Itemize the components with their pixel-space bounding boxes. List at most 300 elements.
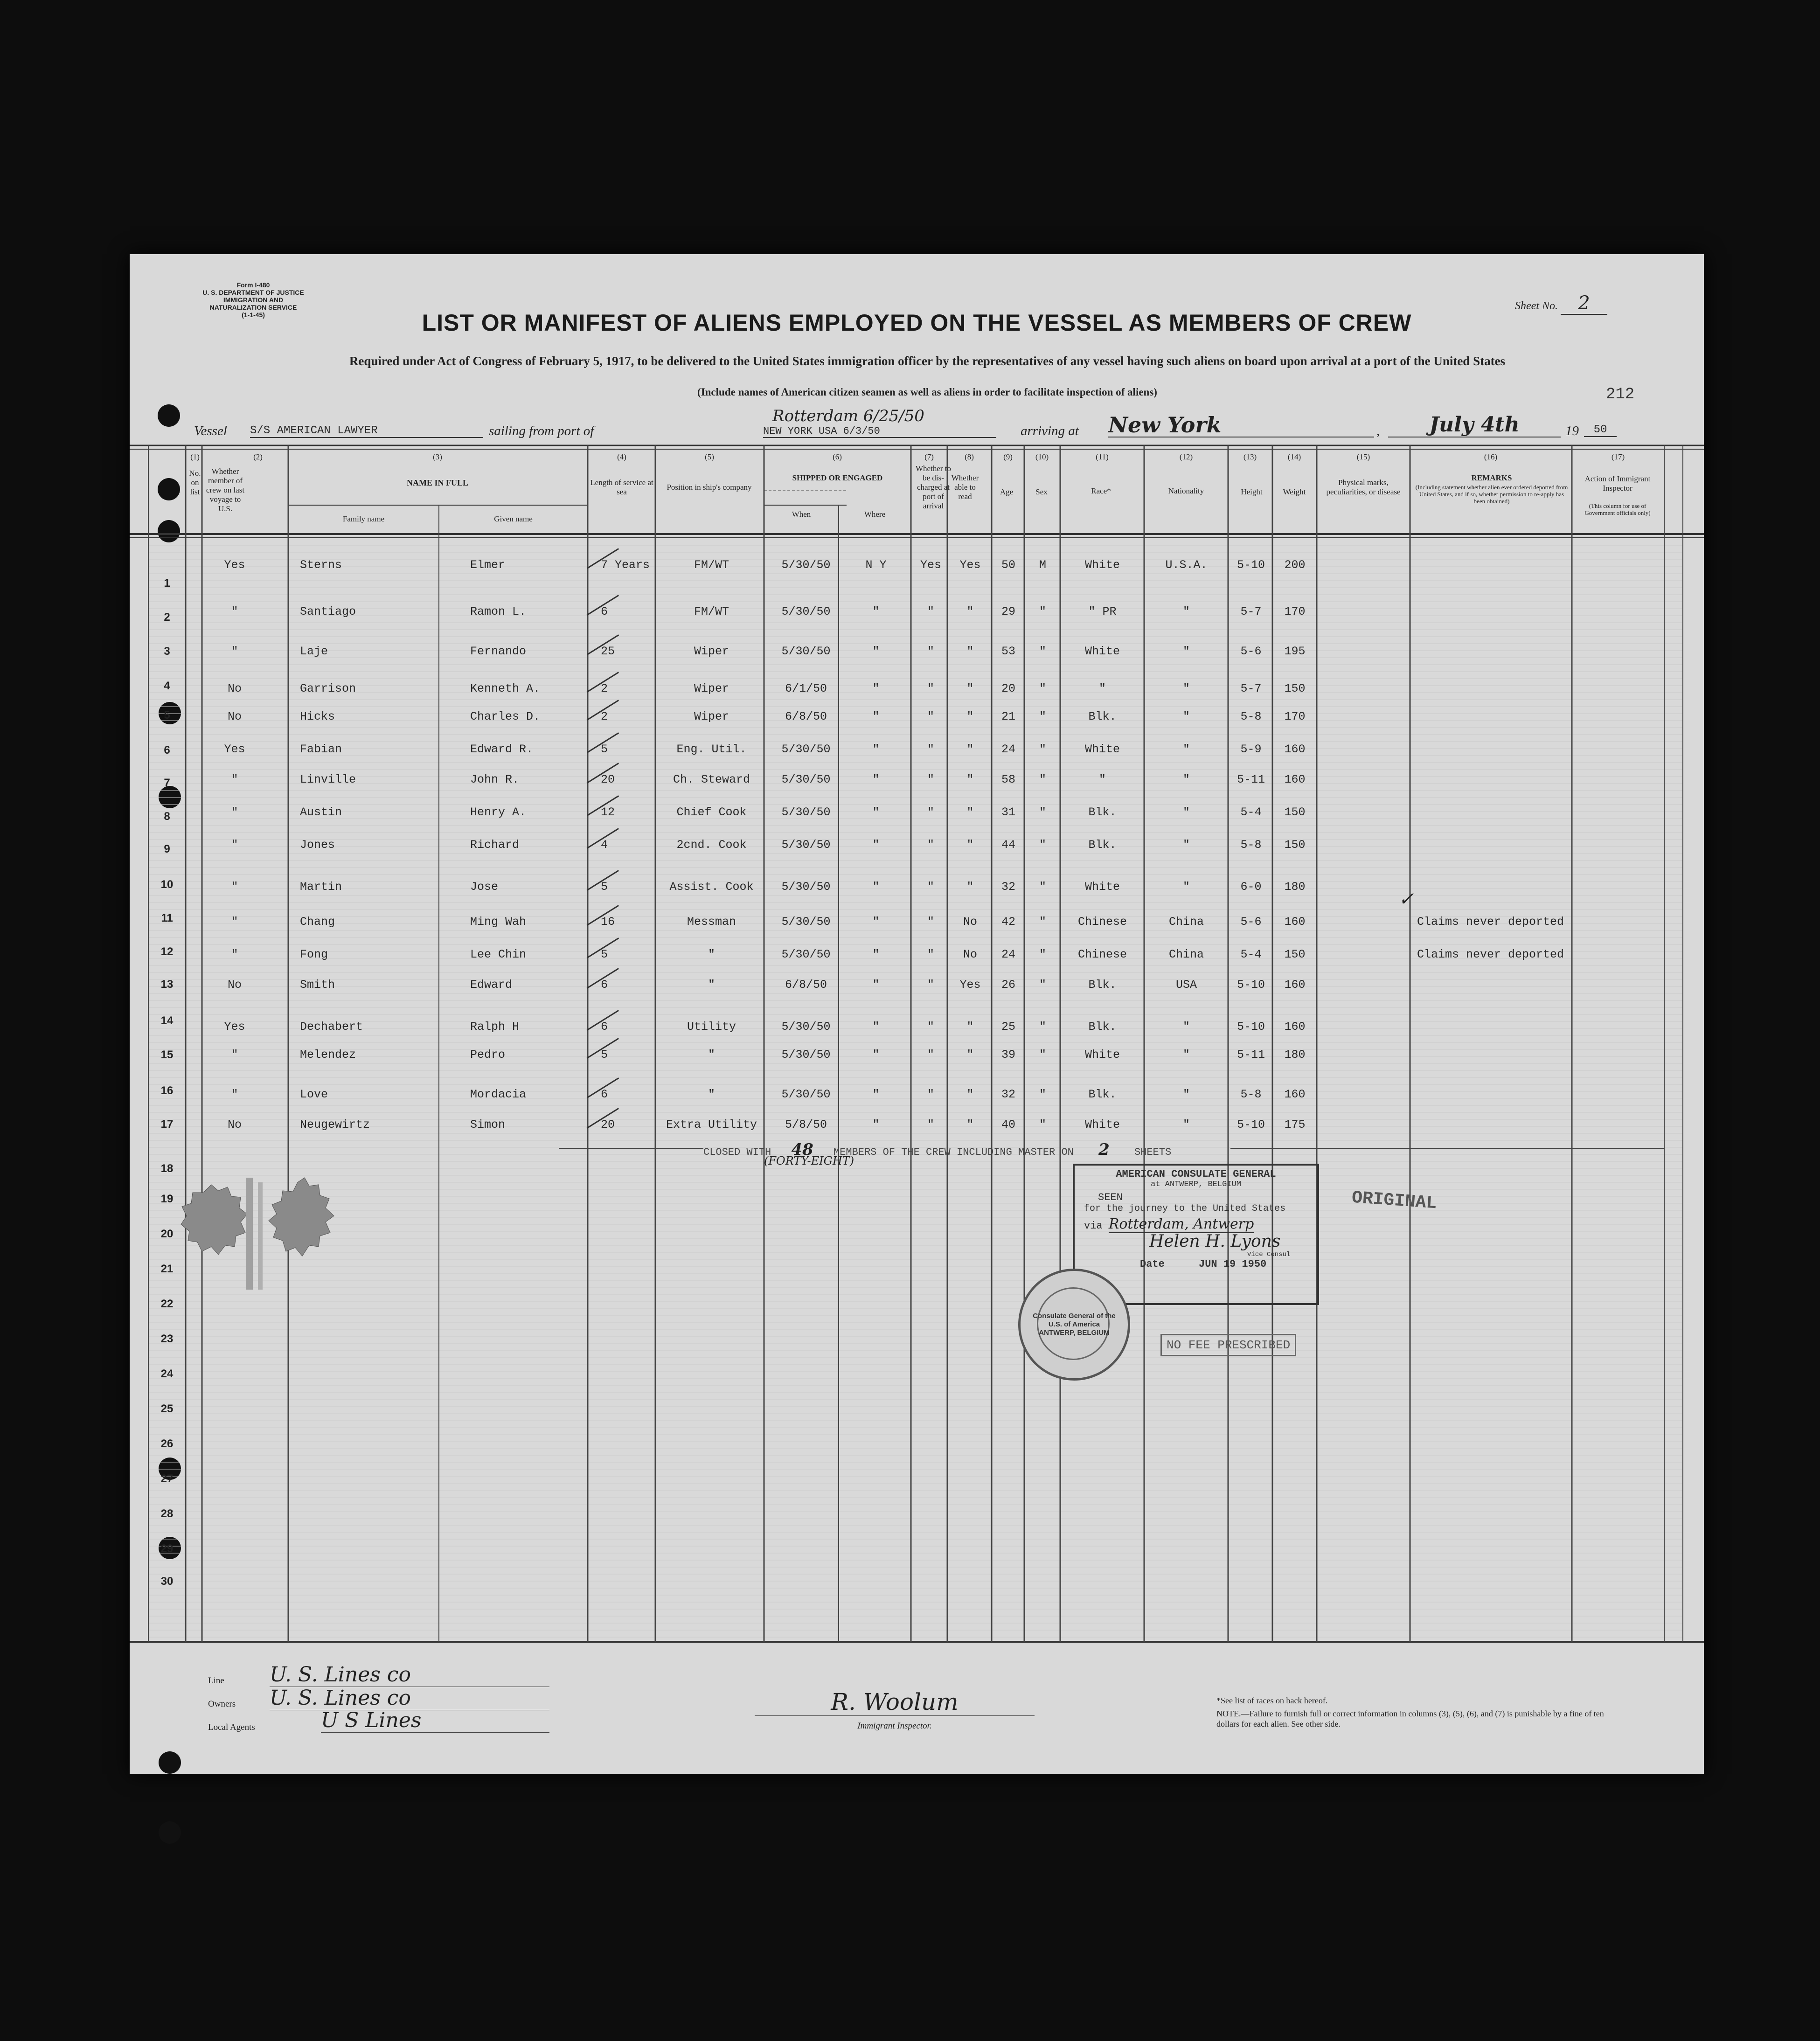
crew-given-name: Ming Wah: [470, 915, 527, 929]
crew-able-to-read: No: [963, 948, 977, 961]
crew-age: 26: [1001, 978, 1015, 992]
column-number: (16): [1484, 452, 1498, 461]
crew-sex: ": [1039, 645, 1046, 658]
crew-shipped-when: 6/8/50: [785, 710, 827, 723]
crew-height: 5-8: [1240, 838, 1262, 852]
crew-sex: ": [1039, 838, 1046, 852]
footer-owners-value: U. S. Lines co: [270, 1686, 549, 1710]
crew-last-voyage: ": [231, 880, 238, 894]
seal-text: Consulate General of the U.S. of America ANTWERP, BELGIUM: [1033, 1312, 1116, 1337]
crew-shipped-when: 5/30/50: [781, 558, 831, 572]
crew-last-voyage: ": [231, 605, 238, 618]
crew-race: White: [1084, 1048, 1120, 1062]
column-number: (8): [965, 452, 974, 461]
crew-height: 5-7: [1240, 682, 1262, 695]
crew-able-to-read: ": [966, 645, 974, 658]
crew-position: ": [708, 1088, 715, 1101]
crew-given-name: Henry A.: [470, 805, 527, 819]
crew-remarks: Claims never deported: [1417, 915, 1564, 929]
crew-age: 24: [1001, 948, 1015, 961]
crew-family-name: Fong: [300, 948, 328, 961]
stamped-page-number: 212: [1606, 386, 1635, 403]
crew-age: 29: [1001, 605, 1015, 618]
crew-height: 5-10: [1236, 558, 1265, 572]
footer-line-value: U. S. Lines co: [270, 1663, 549, 1687]
header-age: Age: [1000, 487, 1014, 496]
crew-position: Extra Utility: [666, 1118, 757, 1132]
crew-discharged: ": [927, 605, 934, 618]
crew-race: White: [1084, 645, 1120, 658]
row-number: 10: [160, 878, 174, 891]
crew-sex: ": [1039, 805, 1046, 819]
crew-able-to-read: ": [966, 805, 974, 819]
crew-given-name: Richard: [470, 838, 520, 852]
crew-last-voyage: ": [231, 1048, 238, 1062]
crew-remarks: Claims never deported: [1417, 948, 1564, 961]
crew-shipped-where: ": [872, 605, 880, 618]
crew-able-to-read: Yes: [959, 978, 981, 992]
row-number: 21: [160, 1263, 174, 1275]
consulate-round-seal: [1018, 1269, 1130, 1381]
crew-able-to-read: ": [966, 710, 974, 723]
row-number: 28: [160, 1507, 174, 1520]
crew-weight: 160: [1284, 915, 1306, 929]
crew-able-to-read: ": [966, 682, 974, 695]
column-number: (7): [924, 452, 934, 461]
crew-weight: 150: [1284, 948, 1306, 961]
row-number: 6: [164, 744, 170, 757]
crew-family-name: Dechabert: [300, 1020, 363, 1034]
crew-given-name: Jose: [470, 880, 499, 894]
crew-race: ": [1098, 773, 1106, 786]
crew-shipped-where: ": [872, 682, 880, 695]
crew-nationality: ": [1182, 682, 1190, 695]
consulate-stamp-date: JUN 19 1950: [1199, 1258, 1267, 1270]
crew-position: 2cnd. Cook: [676, 838, 747, 852]
column-number: (11): [1096, 452, 1109, 461]
crew-weight: 160: [1284, 743, 1306, 756]
crew-age: 44: [1001, 838, 1015, 852]
crew-weight: 150: [1284, 838, 1306, 852]
crew-last-voyage: ": [231, 773, 238, 786]
crew-shipped-when: 5/30/50: [781, 773, 831, 786]
form-subnote: (Include names of American citizen seamen as well as aliens in order to facilitate inspection of aliens): [697, 386, 1157, 398]
column-number: (10): [1035, 452, 1049, 461]
row-number: 9: [164, 843, 170, 855]
sheet-number: Sheet No. 2: [1515, 292, 1607, 315]
header-when: When: [792, 510, 811, 519]
crew-discharged: ": [927, 948, 934, 961]
page-title: LIST OR MANIFEST OF ALIENS EMPLOYED ON THE VESSEL AS MEMBERS OF CREW: [422, 310, 1412, 336]
crew-length-of-service: 5: [601, 880, 608, 894]
header-action-note: (This column for use of Government officials only): [1584, 502, 1651, 516]
service-name: IMMIGRATION AND NATURALIZATION SERVICE: [209, 296, 297, 311]
crew-sex: ": [1039, 682, 1046, 695]
crew-age: 21: [1001, 710, 1015, 723]
crew-position: Messman: [687, 915, 736, 929]
crew-weight: 170: [1284, 710, 1306, 723]
crew-shipped-where: ": [872, 805, 880, 819]
crew-nationality: U.S.A.: [1165, 558, 1208, 572]
crew-given-name: Pedro: [470, 1048, 506, 1062]
footer-note-fine: NOTE.—Failure to furnish full or correct information in columns (3), (5), (6), and (7) is punishable by a fine of ten dollars for each alien. See other side.: [1216, 1709, 1604, 1729]
crew-age: 53: [1001, 645, 1015, 658]
row-number: 26: [160, 1437, 174, 1450]
footer-agents-value: U S Lines: [321, 1708, 549, 1733]
crew-weight: 170: [1284, 605, 1306, 618]
crew-position: Assist. Cook: [669, 880, 754, 894]
header-given-name: Given name: [494, 514, 533, 523]
crew-length-of-service: 4: [601, 838, 608, 852]
no-fee-stamp: NO FEE PRESCRIBED: [1160, 1334, 1296, 1356]
crew-last-voyage: ": [231, 1088, 238, 1101]
row-number: 4: [164, 680, 170, 692]
crew-shipped-when: 5/30/50: [781, 605, 831, 618]
crew-able-to-read: ": [966, 1088, 974, 1101]
punch-hole: [159, 1821, 181, 1844]
voyage-line: Vessel S/S AMERICAN LAWYER sailing from port of Rotterdam 6/25/50 NEW YORK USA 6/3/50 arriving at New York , July 4th 19 50: [157, 415, 1677, 443]
row-number: 17: [160, 1118, 174, 1131]
crew-sex: ": [1039, 605, 1046, 618]
crew-nationality: ": [1182, 743, 1190, 756]
crew-height: 5-4: [1240, 805, 1262, 819]
arrival-year: 50: [1584, 423, 1617, 437]
crew-race: " PR: [1088, 605, 1117, 618]
closing-count-words: (FORTY-EIGHT): [764, 1154, 854, 1167]
crew-length-of-service: 2: [601, 710, 608, 723]
crew-family-name: Love: [300, 1088, 328, 1101]
crew-age: 32: [1001, 880, 1015, 894]
crew-shipped-when: 5/30/50: [781, 805, 831, 819]
crew-discharged: ": [927, 838, 934, 852]
column-number: (4): [617, 452, 626, 461]
crew-height: 5-6: [1240, 645, 1262, 658]
crew-sex: ": [1039, 743, 1046, 756]
manifest-sheet: [130, 254, 1704, 1774]
crew-last-voyage: Yes: [224, 1020, 245, 1034]
crew-family-name: Laje: [300, 645, 328, 658]
footer-line-label: Line: [208, 1676, 224, 1686]
crew-shipped-where: ": [872, 1020, 880, 1034]
crew-position: Utility: [687, 1020, 736, 1034]
crew-shipped-where: ": [872, 773, 880, 786]
crew-able-to-read: ": [966, 1118, 974, 1132]
crew-age: 39: [1001, 1048, 1015, 1062]
remarks-check-mark: ✓: [1398, 889, 1414, 910]
crew-height: 5-6: [1240, 915, 1262, 929]
crew-nationality: ": [1182, 1020, 1190, 1034]
crew-weight: 200: [1284, 558, 1306, 572]
crew-given-name: Fernando: [470, 645, 527, 658]
crew-weight: 160: [1284, 978, 1306, 992]
crew-last-voyage: ": [231, 915, 238, 929]
column-number: (12): [1179, 452, 1193, 461]
crew-height: 5-8: [1240, 710, 1262, 723]
row-number: 24: [160, 1368, 174, 1380]
header-height: Height: [1241, 487, 1263, 496]
crew-given-name: Mordacia: [470, 1088, 527, 1101]
crew-race: Chinese: [1077, 915, 1127, 929]
header-action-of-inspector: Action of Immigrant Inspector: [1584, 474, 1651, 493]
row-number: 1: [164, 577, 170, 590]
crew-position: ": [708, 948, 715, 961]
crew-family-name: Martin: [300, 880, 342, 894]
crew-race: White: [1084, 743, 1120, 756]
crew-sex: ": [1039, 710, 1046, 723]
crew-age: 20: [1001, 682, 1015, 695]
crew-sex: ": [1039, 948, 1046, 961]
crew-shipped-where: ": [872, 915, 880, 929]
consulate-via-ports: Rotterdam, Antwerp: [1108, 1216, 1254, 1232]
crew-discharged: ": [927, 710, 934, 723]
row-number: 22: [160, 1298, 174, 1310]
crew-family-name: Sterns: [300, 558, 342, 572]
crew-length-of-service: 2: [601, 682, 608, 695]
crew-last-voyage: No: [227, 978, 242, 992]
crew-given-name: Lee Chin: [470, 948, 527, 961]
crew-age: 24: [1001, 743, 1015, 756]
footer-agents-label: Local Agents: [208, 1722, 255, 1732]
crew-nationality: ": [1182, 1088, 1190, 1101]
crew-race: Chinese: [1077, 948, 1127, 961]
row-number: 2: [164, 611, 170, 624]
crew-shipped-when: 5/30/50: [781, 1048, 831, 1062]
crew-last-voyage: ": [231, 645, 238, 658]
crew-family-name: Fabian: [300, 743, 342, 756]
column-number: (15): [1356, 452, 1370, 461]
crew-shipped-where: N Y: [865, 558, 887, 572]
row-number: 18: [160, 1162, 174, 1175]
crew-length-of-service: 7 Years: [601, 558, 650, 572]
crew-position: FM/WT: [694, 605, 729, 618]
header-family-name: Family name: [342, 514, 385, 523]
department-name: U. S. DEPARTMENT OF JUSTICE: [202, 289, 304, 296]
crew-sex: ": [1039, 773, 1046, 786]
header-discharged: Whether to be dis-charged at port of arrival: [916, 464, 951, 510]
crew-shipped-where: ": [872, 743, 880, 756]
crew-age: 40: [1001, 1118, 1015, 1132]
column-number: (14): [1287, 452, 1301, 461]
crew-given-name: Edward R.: [470, 743, 534, 756]
crew-able-to-read: ": [966, 1048, 974, 1062]
crew-shipped-when: 5/30/50: [781, 645, 831, 658]
arrival-port: New York: [1108, 413, 1374, 437]
header-name-in-full: NAME IN FULL: [406, 478, 468, 487]
crew-last-voyage: No: [227, 682, 242, 695]
sailing-port-handwritten: Rotterdam 6/25/50: [772, 407, 924, 425]
crew-shipped-where: ": [872, 948, 880, 961]
crew-race: Blk.: [1088, 978, 1117, 992]
crew-race: White: [1084, 1118, 1120, 1132]
sailing-port-typed: NEW YORK USA 6/3/50: [763, 425, 996, 438]
crew-family-name: Garrison: [300, 682, 356, 695]
crew-last-voyage: No: [227, 1118, 242, 1132]
crew-last-voyage: Yes: [224, 558, 245, 572]
crew-length-of-service: 16: [601, 915, 615, 929]
crew-height: 5-9: [1240, 743, 1262, 756]
crew-height: 5-10: [1236, 1020, 1265, 1034]
crew-position: ": [708, 1048, 715, 1062]
crew-able-to-read: Yes: [959, 558, 981, 572]
column-number: (1): [190, 452, 200, 461]
crew-last-voyage: ": [231, 948, 238, 961]
crew-able-to-read: ": [966, 605, 974, 618]
crew-able-to-read: ": [966, 743, 974, 756]
crew-age: 31: [1001, 805, 1015, 819]
crew-height: 5-7: [1240, 605, 1262, 618]
crew-shipped-when: 5/30/50: [781, 1088, 831, 1101]
crew-nationality: ": [1182, 1048, 1190, 1062]
crew-position: Eng. Util.: [676, 743, 747, 756]
crew-weight: 160: [1284, 1020, 1306, 1034]
crew-family-name: Austin: [300, 805, 342, 819]
crew-race: Blk.: [1088, 1088, 1117, 1101]
crew-height: 5-10: [1236, 978, 1265, 992]
row-number: 12: [160, 945, 174, 958]
row-number: 15: [160, 1048, 174, 1061]
row-number: 27: [160, 1472, 174, 1485]
closing-crew-count: 48: [791, 1140, 813, 1159]
crew-shipped-when: 5/30/50: [781, 948, 831, 961]
closing-statement: CLOSED WITH 48 MEMBERS OF THE CREW INCLUDING MASTER ON 2 SHEETS: [703, 1140, 1172, 1159]
row-number: 5: [164, 709, 170, 722]
crew-able-to-read: ": [966, 773, 974, 786]
consulate-visa-stamp: AMERICAN CONSULATE GENERAL at ANTWERP, BELGIUM SEEN for the journey to the United States via Rotterdam, Antwerp Helen H. Lyons Vice Consul Date JUN 19 1950: [1073, 1164, 1319, 1305]
crew-shipped-where: ": [872, 838, 880, 852]
crew-family-name: Hicks: [300, 710, 335, 723]
crew-length-of-service: 6: [601, 978, 608, 992]
row-number: 8: [164, 810, 170, 823]
crew-nationality: ": [1182, 1118, 1190, 1132]
crew-given-name: Charles D.: [470, 710, 541, 723]
header-physical-marks: Physical marks, peculiarities, or disease: [1326, 478, 1401, 496]
crew-shipped-when: 5/30/50: [781, 915, 831, 929]
crew-height: 5-11: [1236, 1048, 1265, 1062]
closing-sheet-count: 2: [1098, 1140, 1110, 1159]
crew-age: 58: [1001, 773, 1015, 786]
crew-discharged: ": [927, 1118, 934, 1132]
row-number: 29: [160, 1542, 174, 1555]
crew-last-voyage: No: [227, 710, 242, 723]
crew-nationality: ": [1182, 645, 1190, 658]
header-able-to-read: Whether able to read: [951, 473, 979, 501]
column-number: (17): [1611, 452, 1625, 461]
form-number: Form I-480: [236, 281, 270, 289]
crew-age: 25: [1001, 1020, 1015, 1034]
header-length-of-service: Length of service at sea: [590, 478, 653, 496]
column-number: (3): [433, 452, 442, 461]
row-number: 19: [160, 1193, 174, 1205]
crew-height: 5-8: [1240, 1088, 1262, 1101]
header-nationality: Nationality: [1168, 486, 1204, 495]
crew-age: 50: [1001, 558, 1015, 572]
crew-length-of-service: 20: [601, 1118, 615, 1132]
row-number: 7: [164, 777, 170, 789]
header-where: Where: [864, 510, 886, 519]
crew-family-name: Melendez: [300, 1048, 356, 1062]
row-number: 11: [161, 912, 173, 924]
crew-race: Blk.: [1088, 838, 1117, 852]
crew-height: 6-0: [1240, 880, 1262, 894]
crew-sex: ": [1039, 1088, 1046, 1101]
crew-discharged: ": [927, 805, 934, 819]
row-number: 25: [160, 1402, 174, 1415]
crew-shipped-when: 5/8/50: [785, 1118, 827, 1132]
crew-family-name: Smith: [300, 978, 335, 992]
crew-age: 42: [1001, 915, 1015, 929]
crew-length-of-service: 6: [601, 1020, 608, 1034]
crew-shipped-where: ": [872, 645, 880, 658]
crew-weight: 175: [1284, 1118, 1306, 1132]
header-position: Position in ship's company: [667, 483, 752, 492]
crew-discharged: Yes: [920, 558, 941, 572]
crew-nationality: China: [1168, 948, 1204, 961]
column-number: (6): [833, 452, 842, 461]
column-number: (2): [253, 452, 263, 461]
crew-discharged: ": [927, 1048, 934, 1062]
crew-weight: 150: [1284, 682, 1306, 695]
crew-discharged: ": [927, 915, 934, 929]
crew-family-name: Linville: [300, 773, 356, 786]
header-remarks: REMARKS: [1471, 473, 1512, 482]
crew-height: 5-10: [1236, 1118, 1265, 1132]
crew-sex: ": [1039, 1048, 1046, 1062]
row-number: 14: [160, 1014, 174, 1027]
inspector-signature: R. Woolum: [755, 1688, 1035, 1716]
crew-discharged: ": [927, 1020, 934, 1034]
form-revision: (1-1-45): [242, 311, 265, 319]
crew-nationality: ": [1182, 773, 1190, 786]
crew-discharged: ": [927, 743, 934, 756]
arrival-date: July 4th: [1388, 413, 1561, 437]
crew-sex: ": [1039, 915, 1046, 929]
crew-sex: ": [1039, 978, 1046, 992]
crew-race: White: [1084, 880, 1120, 894]
original-stamp: ORIGINAL: [1351, 1187, 1438, 1214]
crew-given-name: Ralph H: [470, 1020, 520, 1034]
vessel-name: S/S AMERICAN LAWYER: [250, 424, 483, 438]
crew-sex: ": [1039, 1020, 1046, 1034]
crew-shipped-where: ": [872, 880, 880, 894]
crew-family-name: Chang: [300, 915, 335, 929]
crew-able-to-read: ": [966, 838, 974, 852]
crew-position: Wiper: [694, 710, 729, 723]
crew-length-of-service: 25: [601, 645, 615, 658]
crew-discharged: ": [927, 1088, 934, 1101]
crew-discharged: ": [927, 880, 934, 894]
header-last-voyage: Whether member of crew on last voyage to U.S.: [206, 467, 245, 513]
crew-discharged: ": [927, 773, 934, 786]
row-number: 20: [160, 1228, 174, 1240]
crew-length-of-service: 6: [601, 1088, 608, 1101]
crew-nationality: ": [1182, 605, 1190, 618]
footer-owners-label: Owners: [208, 1699, 236, 1709]
crew-able-to-read: ": [966, 880, 974, 894]
column-number: (9): [1003, 452, 1013, 461]
crew-nationality: USA: [1175, 978, 1197, 992]
crew-family-name: Jones: [300, 838, 335, 852]
crew-length-of-service: 6: [601, 605, 608, 618]
crew-length-of-service: 5: [601, 948, 608, 961]
crew-length-of-service: 5: [601, 1048, 608, 1062]
crew-shipped-when: 5/30/50: [781, 880, 831, 894]
crew-given-name: Simon: [470, 1118, 506, 1132]
column-number: (13): [1243, 452, 1257, 461]
header-race: Race*: [1091, 486, 1111, 495]
crew-discharged: ": [927, 682, 934, 695]
header-sex: Sex: [1035, 487, 1048, 496]
footer-note-races: *See list of races on back hereof.: [1216, 1696, 1328, 1705]
